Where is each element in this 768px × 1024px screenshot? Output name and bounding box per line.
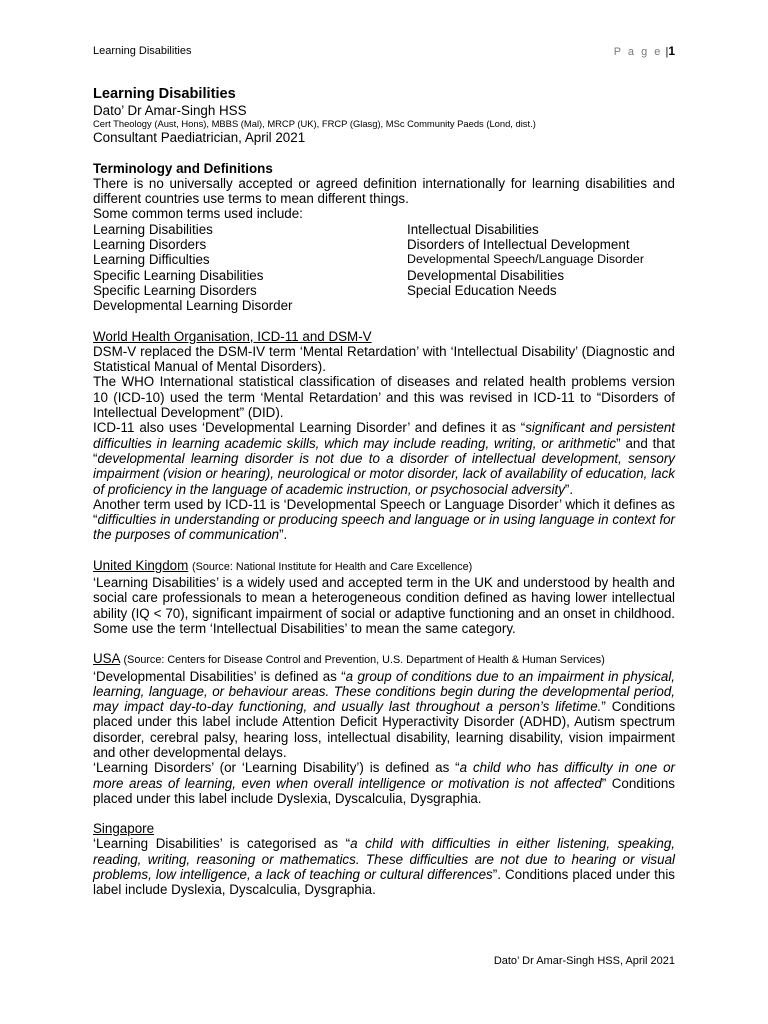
quote-run: a child with difficulties in either listening, speaking, reading, writing, reasoning or mathematics. These difficulties are not due to hearing or visual problems, low intelligence, a lack of teaching or cultural differences [93, 836, 675, 883]
section-heading-uk-line [93, 558, 675, 575]
who-paragraph-2: The WHO International statistical classification of diseases and related health problems version 10 (ICD-10) used the term ‘Mental Retardation’ and this was revised in ICD-11 to “Disorders of Intellectual Development” (DID). [93, 374, 675, 421]
term-item: Intellectual Disabilities [407, 221, 539, 237]
text-run: ”. [279, 527, 288, 543]
quote-run: a group of conditions due to an impairment in physical, learning, language, or behaviour areas. These conditions begin during the developmental period, may impact day-to-day functioning, and usually last throughout a person’s lifetime. [93, 668, 676, 715]
uk-source: (Source: National Institute for Health and Care Excellence) [192, 560, 473, 573]
singapore-paragraph-1 [93, 836, 675, 897]
term-item: Developmental Learning Disorder [93, 298, 293, 314]
term-item: Developmental Speech/Language Disorder [407, 252, 644, 267]
section-heading-usa-line [93, 651, 675, 668]
terminology-intro: There is no universally accepted or agreed definition internationally for learning disabilities and different countries use terms to mean different things. [93, 175, 675, 207]
usa-source: (Source: Centers for Disease Control and Prevention, U.S. Department of Health & Human Services) [123, 654, 605, 667]
page-label: P a g e [613, 46, 663, 58]
document-title: Learning Disabilities [93, 86, 236, 102]
section-heading-usa: USA [93, 651, 120, 667]
section-heading-singapore: Singapore [93, 821, 155, 837]
document-body [93, 86, 675, 898]
quote-run: developmental learning disorder is not due to a disorder of intellectual development, sensory impairment (vision or hearing), neurological or motor disorder, lack of availability of education, lack of proficiency in the language of academic instruction, or psychosocial adversity [93, 450, 675, 497]
term-item: Developmental Disabilities [407, 267, 565, 283]
quote-run: significant and persistent difficulties in learning academic skills, which may include reading, writing, or arithmetic [93, 420, 676, 451]
text-run: ‘Learning Disorders’ (or ‘Learning Disability’) is defined as “ [93, 760, 460, 776]
terms-list [93, 222, 675, 314]
section-heading-uk: United Kingdom [93, 557, 189, 573]
usa-paragraph-1 [93, 669, 675, 761]
spacer [93, 146, 675, 161]
who-paragraph-1: DSM-V replaced the DSM-IV term ‘Mental Retardation’ with ‘Intellectual Disability’ (Diagnostic and Statistical Manual of Mental Disorders). [93, 343, 675, 375]
text-run: ” Conditions placed under this label include Dyslexia, Dyscalculia, Dysgraphia. [93, 775, 676, 806]
text-run: ” and that “ [93, 435, 676, 466]
text-run: ”. Conditions placed under this label include Dyslexia, Dyscalculia, Dysgraphia. [93, 867, 675, 898]
uk-paragraph-1: ‘Learning Disabilities’ is a widely used and accepted term in the UK and understood by health and social care professionals to mean a heterogeneous condition defined as having lower intellectual ability (IQ < 70), significant impairment of social or adaptive functioning and an onset in childhood. Some use the term ‘Intellectual Disabilities’ to mean the same category. [93, 575, 675, 636]
text-run: ICD-11 also uses ‘Developmental Learning Disorder’ and defines it as “ [93, 420, 526, 436]
who-paragraph-3 [93, 420, 675, 496]
term-item: Learning Difficulties [93, 252, 210, 268]
page-indicator [614, 43, 675, 60]
text-run: ” Conditions placed under this label include Attention Deficit Hyperactivity Disorder (ADHD), Autism spectrum disorder, cerebral palsy, hearing loss, intellectual disability, learning disability, vision impairment and other developmental delays. [93, 699, 676, 760]
section-heading-terminology: Terminology and Definitions [93, 160, 273, 176]
page-number: 1 [668, 44, 675, 58]
document-author: Dato’ Dr Amar-Singh HSS [93, 103, 247, 118]
text-run: Another term used by ICD-11 is ‘Developmental Speech or Language Disorder’ which it defines as “ [93, 496, 675, 528]
who-paragraph-4 [93, 497, 675, 543]
spacer [93, 543, 675, 558]
term-item: Special Education Needs [407, 282, 557, 298]
spacer [93, 314, 675, 329]
terminology-common: Some common terms used include: [93, 206, 303, 222]
term-item: Learning Disabilities [93, 221, 213, 237]
page-footer: Dato’ Dr Amar-Singh HSS, April 2021 [493, 955, 675, 967]
spacer [93, 806, 675, 821]
page-separator: | [665, 46, 669, 58]
text-run: ‘Developmental Disabilities’ is defined as “ [93, 668, 346, 684]
text-run: ”. [564, 481, 574, 497]
term-item: Specific Learning Disabilities [93, 267, 264, 283]
term-item: Specific Learning Disorders [93, 282, 257, 298]
usa-paragraph-2 [93, 760, 675, 806]
terms-right-column [407, 222, 675, 314]
terms-left-column [93, 222, 407, 314]
header-title: Learning Disabilities [93, 45, 192, 57]
text-run: ‘Learning Disabilities’ is categorised as “ [93, 836, 351, 852]
quote-run: difficulties in understanding or producing speech and language or in using language in context for the purposes of communication [93, 512, 675, 543]
section-heading-who: World Health Organisation, ICD-11 and DSM-V [93, 328, 372, 344]
spacer [93, 636, 675, 651]
term-item: Learning Disorders [93, 237, 207, 253]
page-header [93, 43, 675, 59]
author-qualifications: Cert Theology (Aust, Hons), MBBS (Mal), MRCP (UK), FRCP (Glasg), MSc Community Paeds (Lond, dist.) [93, 118, 536, 130]
author-position: Consultant Paediatrician, April 2021 [93, 130, 306, 146]
quote-run: a child who has difficulty in one or more areas of learning, even when overall intelligence or motivation is not affected [93, 760, 675, 791]
term-item: Disorders of Intellectual Development [407, 237, 630, 253]
